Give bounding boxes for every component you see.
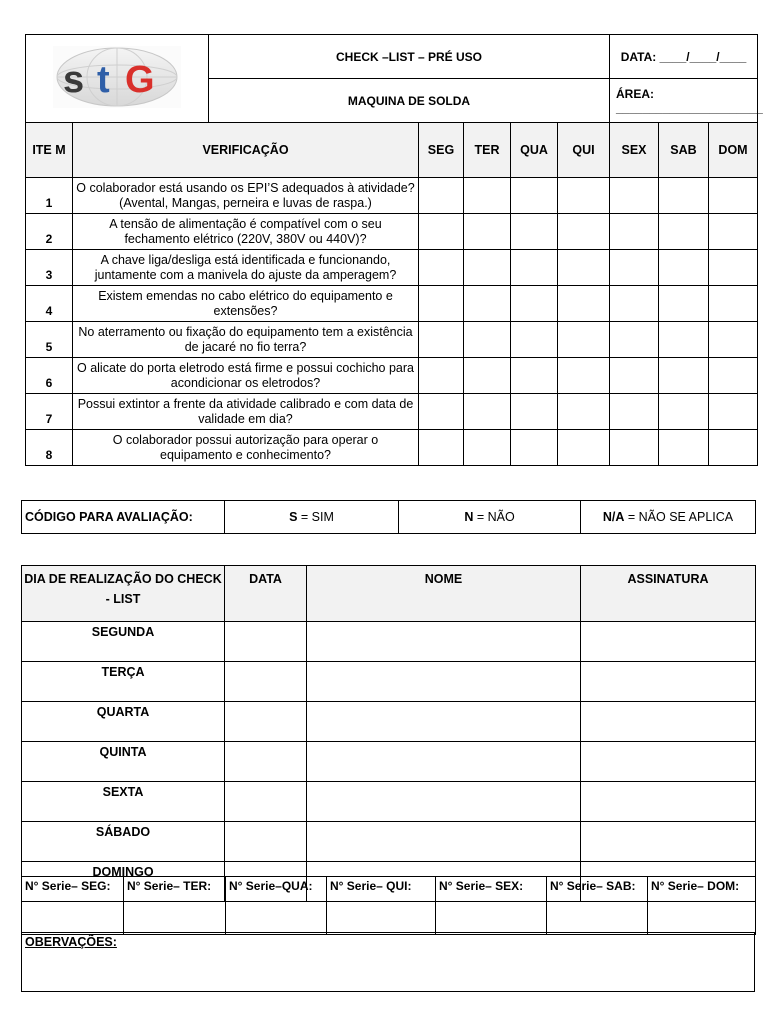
verification-header: VERIFICAÇÃO <box>73 123 419 178</box>
item-number: 8 <box>26 430 73 466</box>
check-cell-qui[interactable] <box>558 358 610 394</box>
day-header: QUI <box>558 123 610 178</box>
item-number: 6 <box>26 358 73 394</box>
check-cell-sab[interactable] <box>659 286 709 322</box>
item-number: 3 <box>26 250 73 286</box>
check-cell-qua[interactable] <box>511 358 558 394</box>
checklist-row <box>26 178 758 214</box>
serial-number-cell[interactable]: N° Serie– SAB: <box>547 877 648 935</box>
item-text: O colaborador possui autorização para operar o equipamento e conhecimento? <box>73 430 419 466</box>
svg-text:G: G <box>125 59 155 101</box>
code-nao: N = NÃO <box>399 501 581 534</box>
check-cell-dom[interactable] <box>709 178 758 214</box>
weekday-label: QUINTA <box>22 742 225 782</box>
code-na: N/A = NÃO SE APLICA <box>581 501 756 534</box>
execution-table <box>21 565 756 902</box>
check-cell-sex[interactable] <box>610 214 659 250</box>
day-header: SAB <box>659 123 709 178</box>
check-cell-dom[interactable] <box>709 286 758 322</box>
item-text: Possui extintor a frente da atividade calibrado e com data de validade em dia? <box>73 394 419 430</box>
check-cell-ter[interactable] <box>464 358 511 394</box>
name-cell[interactable] <box>307 742 581 782</box>
checklist-row <box>26 286 758 322</box>
weekday-label: DOMINGO <box>22 862 225 902</box>
check-cell-sex[interactable] <box>610 250 659 286</box>
check-cell-qui[interactable] <box>558 430 610 466</box>
item-number: 7 <box>26 394 73 430</box>
signature-cell[interactable] <box>581 822 756 862</box>
area-field[interactable]: ÁREA: ______________________ <box>610 79 758 123</box>
item-text: Existem emendas no cabo elétrico do equipamento e extensões? <box>73 286 419 322</box>
execution-row <box>22 782 756 822</box>
execution-row <box>22 742 756 782</box>
date-cell[interactable] <box>225 782 307 822</box>
checklist-row <box>26 358 758 394</box>
date-field[interactable]: DATA: ____/____/____ <box>610 35 758 79</box>
checklist-row <box>26 250 758 286</box>
check-cell-seg[interactable] <box>419 214 464 250</box>
check-cell-sab[interactable] <box>659 250 709 286</box>
date-cell[interactable] <box>225 662 307 702</box>
item-number: 5 <box>26 322 73 358</box>
check-cell-seg[interactable] <box>419 250 464 286</box>
name-cell[interactable] <box>307 822 581 862</box>
check-cell-seg[interactable] <box>419 430 464 466</box>
item-header: ITE M <box>26 123 73 178</box>
execution-row <box>22 622 756 662</box>
checklist-row <box>26 214 758 250</box>
check-cell-sab[interactable] <box>659 358 709 394</box>
check-cell-ter[interactable] <box>464 250 511 286</box>
day-header: TER <box>464 123 511 178</box>
weekday-label: QUARTA <box>22 702 225 742</box>
item-number: 1 <box>26 178 73 214</box>
weekday-label: SÁBADO <box>22 822 225 862</box>
check-cell-seg[interactable] <box>419 358 464 394</box>
signature-cell[interactable] <box>581 662 756 702</box>
check-cell-qui[interactable] <box>558 322 610 358</box>
stg-globe-logo-icon <box>53 44 181 110</box>
check-cell-sab[interactable] <box>659 430 709 466</box>
name-cell[interactable] <box>307 782 581 822</box>
serial-number-cell[interactable]: N° Serie– TER: <box>124 877 226 935</box>
serial-number-cell[interactable]: N° Serie– DOM: <box>648 877 756 935</box>
svg-text:t: t <box>97 59 110 101</box>
item-text: O alicate do porta eletrodo está firme e possui cochicho para acondicionar os eletrodos? <box>73 358 419 394</box>
check-cell-qua[interactable] <box>511 394 558 430</box>
item-text: O colaborador está usando os EPI’S adequados à atividade? (Avental, Mangas, perneira e luvas de raspa.) <box>73 178 419 214</box>
check-cell-sab[interactable] <box>659 214 709 250</box>
check-cell-dom[interactable] <box>709 322 758 358</box>
serial-number-table <box>21 876 756 935</box>
checklist-row <box>26 430 758 466</box>
check-cell-ter[interactable] <box>464 178 511 214</box>
check-cell-qua[interactable] <box>511 322 558 358</box>
checklist-row <box>26 322 758 358</box>
signature-cell[interactable] <box>581 782 756 822</box>
evaluation-code-table <box>21 500 756 534</box>
svg-text:s: s <box>63 59 85 101</box>
signature-column-header: ASSINATURA <box>581 566 756 622</box>
check-cell-qui[interactable] <box>558 250 610 286</box>
check-cell-qua[interactable] <box>511 250 558 286</box>
observations-box[interactable] <box>21 932 755 992</box>
check-cell-dom[interactable] <box>709 394 758 430</box>
check-cell-seg[interactable] <box>419 286 464 322</box>
execution-row <box>22 822 756 862</box>
weekday-label: TERÇA <box>22 662 225 702</box>
form-title: CHECK –LIST – PRÉ USO <box>209 35 610 79</box>
logo <box>26 35 209 123</box>
check-cell-sex[interactable] <box>610 178 659 214</box>
day-column-header: DIA DE REALIZAÇÃO DO CHECK - LIST <box>22 566 225 622</box>
execution-row <box>22 702 756 742</box>
check-cell-sab[interactable] <box>659 394 709 430</box>
day-header: SEG <box>419 123 464 178</box>
check-cell-qua[interactable] <box>511 430 558 466</box>
date-cell[interactable] <box>225 702 307 742</box>
check-cell-sex[interactable] <box>610 322 659 358</box>
check-cell-ter[interactable] <box>464 214 511 250</box>
signature-cell[interactable] <box>581 742 756 782</box>
name-column-header: NOME <box>307 566 581 622</box>
check-cell-sab[interactable] <box>659 322 709 358</box>
day-header: DOM <box>709 123 758 178</box>
checklist-row <box>26 394 758 430</box>
serial-number-cell[interactable]: N° Serie– SEX: <box>436 877 547 935</box>
check-cell-sex[interactable] <box>610 394 659 430</box>
form-subtitle: MAQUINA DE SOLDA <box>209 79 610 123</box>
serial-number-cell[interactable]: N° Serie– SEG: <box>22 877 124 935</box>
date-cell[interactable] <box>225 822 307 862</box>
check-cell-qua[interactable] <box>511 214 558 250</box>
serial-number-cell[interactable]: N° Serie– QUI: <box>327 877 436 935</box>
check-cell-qui[interactable] <box>558 214 610 250</box>
item-text: No aterramento ou fixação do equipamento tem a existência de jacaré no fio terra? <box>73 322 419 358</box>
execution-row <box>22 662 756 702</box>
check-cell-sex[interactable] <box>610 430 659 466</box>
name-cell[interactable] <box>307 702 581 742</box>
date-cell[interactable] <box>225 622 307 662</box>
name-cell[interactable] <box>307 662 581 702</box>
observations-label: OBERVAÇÕES: <box>25 935 117 949</box>
check-cell-ter[interactable] <box>464 394 511 430</box>
item-number: 2 <box>26 214 73 250</box>
checklist-table <box>25 34 763 466</box>
check-cell-seg[interactable] <box>419 178 464 214</box>
check-cell-ter[interactable] <box>464 430 511 466</box>
check-cell-sab[interactable] <box>659 178 709 214</box>
day-header: QUA <box>511 123 558 178</box>
item-text: A tensão de alimentação é compatível com o seu fechamento elétrico (220V, 380V ou 440V)? <box>73 214 419 250</box>
weekday-label: SEGUNDA <box>22 622 225 662</box>
evaluation-code-label: CÓDIGO PARA AVALIAÇÃO: <box>22 501 225 534</box>
check-cell-dom[interactable] <box>709 430 758 466</box>
check-cell-seg[interactable] <box>419 322 464 358</box>
date-column-header: DATA <box>225 566 307 622</box>
day-header: SEX <box>610 123 659 178</box>
serial-number-cell[interactable]: N° Serie–QUA: <box>226 877 327 935</box>
check-cell-qua[interactable] <box>511 286 558 322</box>
check-cell-seg[interactable] <box>419 394 464 430</box>
weekday-label: SEXTA <box>22 782 225 822</box>
check-cell-sex[interactable] <box>610 286 659 322</box>
check-cell-qui[interactable] <box>558 178 610 214</box>
item-text: A chave liga/desliga está identificada e funcionando, juntamente com a manivela do ajuste da amperagem? <box>73 250 419 286</box>
check-cell-ter[interactable] <box>464 286 511 322</box>
check-cell-qua[interactable] <box>511 178 558 214</box>
signature-cell[interactable] <box>581 622 756 662</box>
code-sim: S = SIM <box>225 501 399 534</box>
check-cell-qui[interactable] <box>558 394 610 430</box>
date-cell[interactable] <box>225 742 307 782</box>
check-cell-ter[interactable] <box>464 322 511 358</box>
item-number: 4 <box>26 286 73 322</box>
check-cell-dom[interactable] <box>709 214 758 250</box>
check-cell-sex[interactable] <box>610 358 659 394</box>
check-cell-dom[interactable] <box>709 250 758 286</box>
check-cell-dom[interactable] <box>709 358 758 394</box>
signature-cell[interactable] <box>581 702 756 742</box>
name-cell[interactable] <box>307 622 581 662</box>
check-cell-qui[interactable] <box>558 286 610 322</box>
